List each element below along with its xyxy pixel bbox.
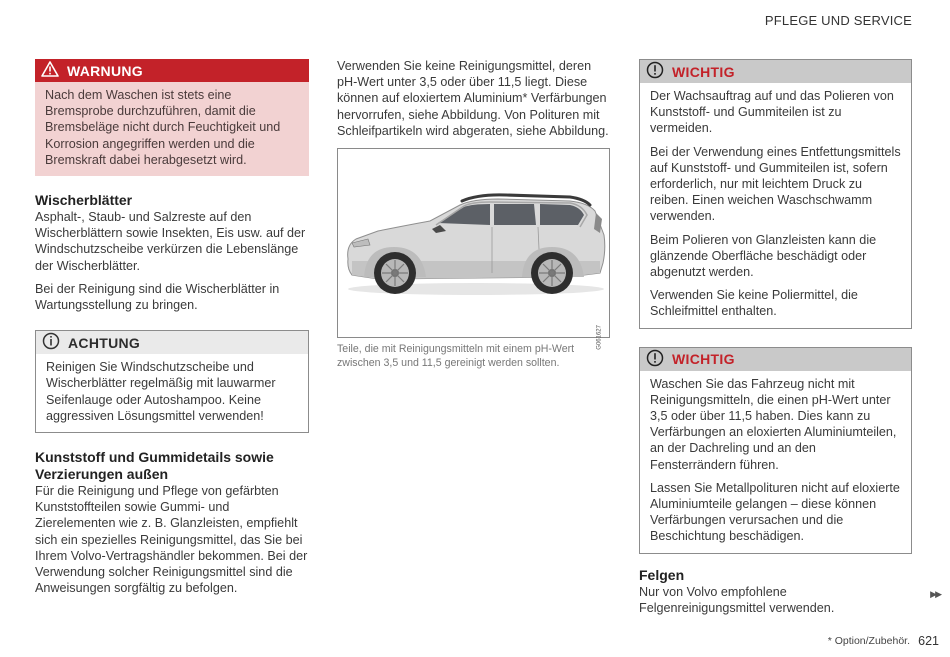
important-header-2 [640, 348, 911, 371]
exclamation-circle-icon [646, 349, 664, 370]
car-illustration [337, 148, 610, 350]
plastic-paragraph: Für die Reinigung und Pflege von gefärbten Kunststoffteilen sowie Gummi- und Zierelementen wie z. B. Glanzleisten, empfiehlt sich ein spezielles Reinigungsmittel, das Sie bei Ihrem Volvo-Vertragshändler bekommen. Bei der Verwendung solcher Reinigungsmittel sind die Anweisungen sorgfältig zu befolgen. [35, 484, 308, 596]
footer-option-note: * Option/Zubehör. [827, 635, 910, 647]
important1-paragraph-4: Verwenden Sie keine Poliermittel, die Schleifmittel enthalten. [650, 288, 858, 319]
important1-paragraph-2: Bei der Verwendung eines Entfettungsmittels auf Kunststoff- und Gummiteilen ist, sofern erforderlich, nur mit leichtem Druck zu reiben. Einen weichen Waschschwamm verwenden. [650, 144, 901, 224]
ph-paragraph: Verwenden Sie keine Reinigungsmittel, deren pH-Wert unter 3,5 oder über 11,5 liegt. Diese können auf eloxiertem Aluminium* Verfärbungen hervorrufen, siehe Abbildung. Von Polituren mit Schleifpartikeln wird abgeraten, siehe Abbildung. [337, 59, 609, 138]
important-box-2 [639, 347, 912, 554]
column-right [639, 59, 912, 623]
plastic-heading: Kunststoff und Gummidetails sowie Verzierungen außen [35, 449, 274, 483]
figure-code: G061627 [597, 325, 603, 350]
important-title-1: WICHTIG [672, 63, 735, 80]
important-header-1 [640, 60, 911, 83]
wiper-paragraph-1: Asphalt-, Staub- und Salzreste auf den Wischerblättern sowie Insekten, Eis usw. auf der Windschutzscheibe verkürzen die Lebenslänge der Wischerblätter. [35, 210, 306, 273]
important2-paragraph-1: Waschen Sie das Fahrzeug nicht mit Reinigungsmitteln, die einen pH-Wert unter 3,5 oder über 11,5 haben. Dies kann zu Verfärbungen an eloxierten Aluminiumteilen, an der Dachreling und an den Fensterrändern führen. [650, 376, 897, 472]
caution-box [35, 330, 309, 433]
warning-text: Nach dem Waschen ist stets eine Bremsprobe durchzuführen, damit die Bremsbeläge nicht durch Feuchtigkeit und Korrosion angegriffen werden und die Bremskraft dabei herabgesetzt wird. [45, 88, 281, 167]
wiper-paragraph-2: Bei der Reinigung sind die Wischerblätter in Wartungsstellung zu bringen. [35, 281, 280, 313]
warning-triangle-icon [41, 61, 59, 80]
important-title-2: WICHTIG [672, 351, 735, 368]
warning-title: WARNUNG [67, 62, 143, 79]
important1-paragraph-1: Der Wachsauftrag auf und das Polieren von Kunststoff- und Gummiteilen ist zu vermeiden. [650, 89, 894, 136]
wiper-heading: Wischerblätter [35, 192, 133, 209]
figure-caption: Teile, die mit Reinigungsmitteln mit einem pH-Wert zwischen 3,5 und 11,5 gereinigt werden sollten. [337, 343, 575, 370]
rims-paragraph: Nur von Volvo empfohlene Felgenreinigungsmittel verwenden. [639, 584, 835, 615]
column-left [35, 59, 309, 603]
caution-text: Reinigen Sie Windschutzscheibe und Wischerblätter regelmäßig mit lauwarmer Seifenlauge oder Autoshampoo. Keine aggressiven Lösungsmittel verwenden! [46, 360, 276, 423]
important2-paragraph-2: Lassen Sie Metallpolituren nicht auf eloxierte Aluminiumteile gelangen – diese können Verfärbungen verursachen und die Beschichtung beschädigen. [650, 480, 900, 544]
important-box-1 [639, 59, 912, 329]
info-circle-icon [42, 332, 60, 353]
warning-header [35, 59, 309, 82]
page-number: 621 [918, 634, 939, 648]
exclamation-circle-icon [646, 61, 664, 82]
caution-title: ACHTUNG [68, 334, 141, 351]
caution-header [36, 331, 308, 354]
warning-box [35, 59, 309, 176]
continue-arrows-icon: ▶▶ [930, 589, 940, 599]
important1-paragraph-3: Beim Polieren von Glanzleisten kann die glänzende Oberfläche beschädigt oder abgenutzt werden. [650, 232, 877, 280]
section-title: PFLEGE UND SERVICE [764, 13, 912, 28]
column-middle [337, 59, 610, 370]
rims-heading: Felgen [639, 566, 685, 583]
suv-side-view-image [338, 149, 609, 337]
